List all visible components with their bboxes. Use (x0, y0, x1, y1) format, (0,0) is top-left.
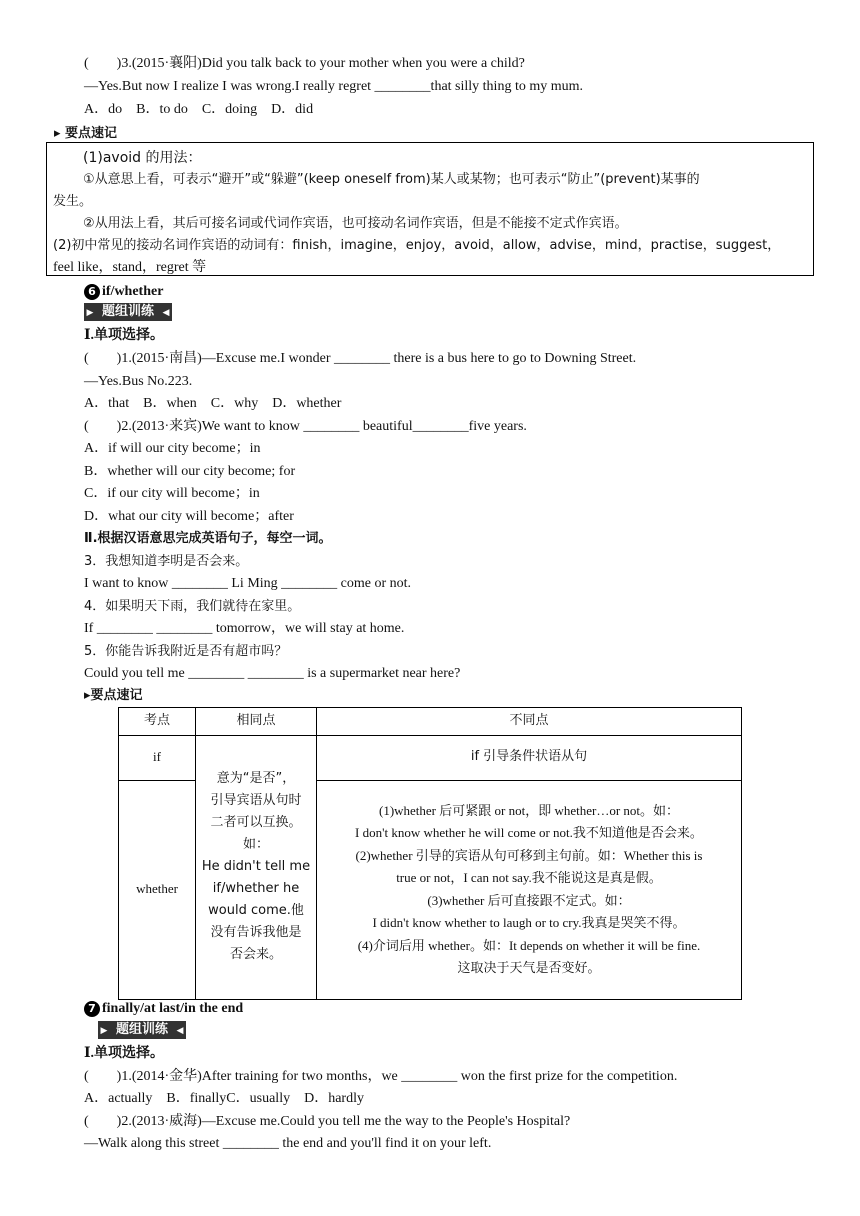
table-cell: if 引导条件状语从句 (317, 735, 742, 780)
same-line: He didn't tell me (201, 859, 311, 874)
notes-line: feel like，stand，regret 等 (53, 260, 207, 275)
section-7-title (84, 1000, 243, 1018)
question-reply: —Yes.Bus No.223. (84, 374, 193, 389)
question: ( )1.(2015·南昌)—Excuse me.I wonder ________ there is a bus here to go to Downing Street. (84, 351, 637, 366)
triangle-right-icon: ▶ (98, 1021, 110, 1039)
question-en: Could you tell me ________ ________ is a supermarket near here? (84, 666, 461, 681)
triangle-right-icon: ▶ (84, 303, 96, 321)
notes-heading: ▸ 要点速记 (54, 126, 118, 141)
diff-line: 这取决于天气是否变好。 (457, 960, 601, 975)
part-heading: Ⅰ.单项选择。 (84, 328, 165, 343)
question: ( )2.(2013·来宾)We want to know ________ beautiful________five years. (84, 419, 527, 434)
diff-line: I don't know whether he will come or not.我不知道他是否会来。 (355, 825, 703, 840)
section-title: finally/at last/in the end (102, 1001, 244, 1016)
diff-cell (317, 780, 742, 999)
same-line: 二者可以互换。 (210, 815, 302, 830)
notes-line: 发生。 (53, 194, 93, 209)
table-cell: whether (119, 780, 196, 999)
diff-line: true or not，I can not say.我不能说这是真是假。 (396, 870, 662, 885)
same-line: would come.他 (208, 903, 304, 918)
diff-line: (2)whether 引导的宾语从句可移到主句前。如：Whether this is (355, 847, 703, 863)
triangle-left-icon: ◀ (160, 303, 172, 321)
drill-badge (84, 303, 172, 321)
same-line: 否会来。 (229, 947, 282, 962)
header-cell: 相同点 (196, 708, 317, 736)
diff-line: I didn't know whether to laugh or to cry.我真是哭笑不得。 (372, 915, 686, 930)
question-cn: 3．我想知道李明是否会来。 (84, 554, 249, 569)
same-line: 意为“是否”， (216, 771, 296, 786)
option: A．if will our city become；in (84, 441, 261, 456)
part-heading: Ⅰ.单项选择。 (84, 1046, 165, 1061)
drill-label: 题组训练 (110, 1021, 174, 1039)
question: ( )2.(2013·威海)—Excuse me.Could you tell me the way to the People's Hospital? (84, 1114, 571, 1129)
question-reply: —Walk along this street ________ the end and you'll find it on your left. (84, 1136, 492, 1151)
notes-line: ②从用法上看，其后可接名词或代词作宾语，也可接动名词作宾语，但是不能接不定式作宾语。 (83, 216, 628, 231)
q3-stem: ( )3.(2015·襄阳)Did you talk back to your mother when you were a child? (84, 56, 525, 71)
question-cn: 4．如果明天下雨，我们就待在家里。 (84, 599, 301, 614)
option: B．whether will our city become; for (84, 464, 296, 479)
header-cell: 不同点 (317, 708, 742, 736)
q3-options: A．do B．to do C．doing D．did (84, 102, 314, 117)
same-line: 没有告诉我他是 (210, 925, 302, 940)
section-number-badge: 7 (84, 1001, 100, 1017)
question-en: I want to know ________ Li Ming ________ come or not. (84, 576, 412, 591)
same-line: 如： (242, 837, 269, 852)
q3-reply: —Yes.But now I realize I was wrong.I really regret ________that silly thing to my mum. (84, 79, 583, 94)
notes-line: (2)初中常见的接动名词作宾语的动词有：finish，imagine，enjoy，avoid，allow，advise，mind，practise，suggest， (53, 238, 781, 253)
diff-line: (3)whether 后可直接跟不定式。如： (427, 892, 631, 908)
same-cell (196, 735, 317, 999)
drill-label: 题组训练 (96, 303, 160, 321)
question-en: If ________ ________ tomorrow，we will stay at home. (84, 621, 405, 636)
notes-line: (1)avoid 的用法： (83, 150, 202, 166)
section-title: if/whether (102, 284, 164, 299)
comparison-table (118, 707, 742, 1000)
question: ( )1.(2014·金华)After training for two months，we ________ won the first prize for the competition. (84, 1069, 678, 1084)
option: D．what our city will become；after (84, 509, 294, 524)
option: C．if our city will become；in (84, 486, 260, 501)
triangle-left-icon: ◀ (174, 1021, 186, 1039)
header-cell: 考点 (119, 708, 196, 736)
diff-line: (4)介词后用 whether。如：It depends on whether it will be fine. (357, 937, 701, 953)
notes-box (46, 142, 814, 276)
section-6-title (84, 283, 163, 301)
section-number-badge: 6 (84, 284, 100, 300)
notes-heading: ▸要点速记 (84, 688, 143, 703)
question-cn: 5．你能告诉我附近是否有超市吗？ (84, 644, 288, 659)
same-line: 引导宾语从句时 (210, 793, 302, 808)
diff-line: (1)whether 后可紧跟 or not，即 whether…or not。如： (378, 802, 680, 818)
question-options: A．actually B．finallyC．usually D．hardly (84, 1091, 364, 1106)
notes-line: ①从意思上看，可表示“避开”或“躲避”(keep oneself from)某人或某物；也可表示“防止”(prevent)某事的 (83, 172, 700, 187)
table-cell: if (119, 735, 196, 780)
part-heading: Ⅱ.根据汉语意思完成英语句子，每空一词。 (84, 531, 332, 546)
drill-badge (98, 1021, 186, 1039)
question-options: A．that B．when C．why D．whether (84, 396, 342, 411)
same-line: if/whether he (212, 881, 300, 896)
